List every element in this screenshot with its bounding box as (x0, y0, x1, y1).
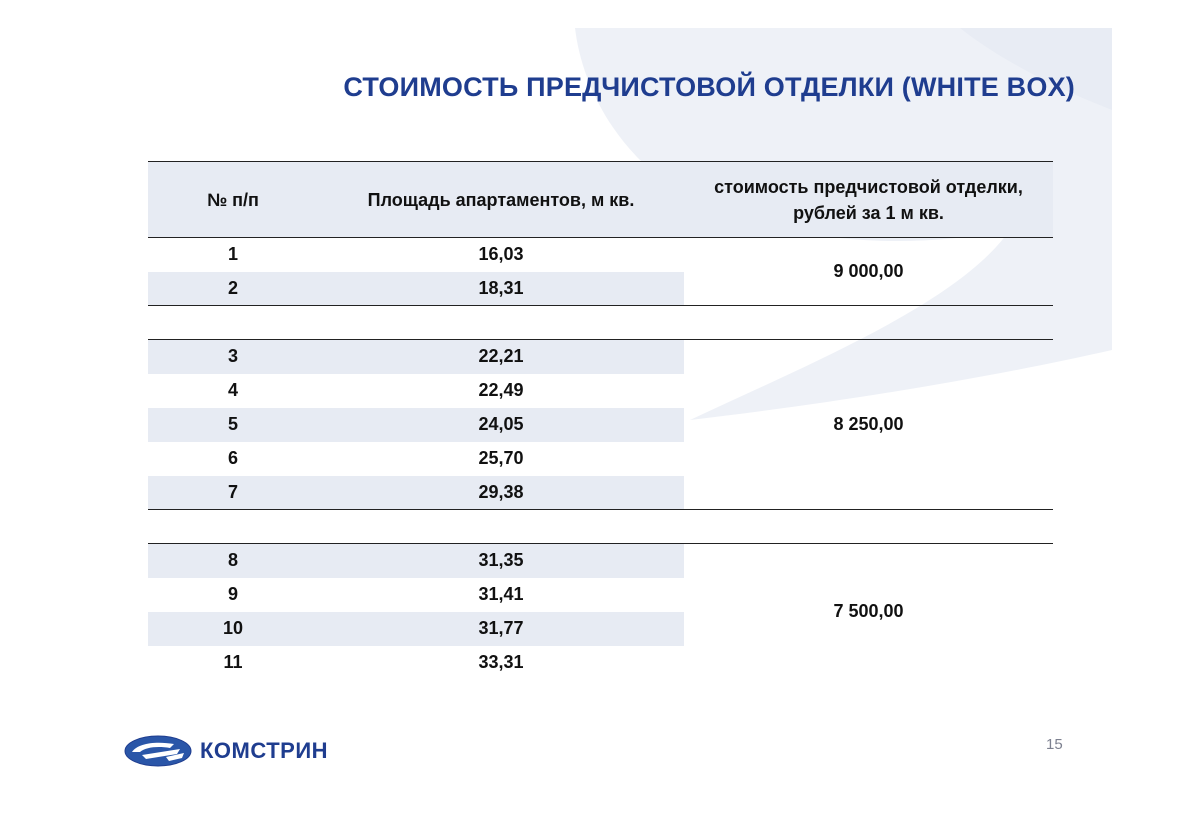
header-price-line2: рублей за 1 м кв. (793, 202, 944, 223)
row-num: 1 (227, 244, 238, 265)
row-area: 31,41 (478, 584, 524, 604)
slide-title: СТОИМОСТЬ ПРЕДЧИСТОВОЙ ОТДЕЛКИ (WHITE BOX) (343, 72, 1075, 102)
row-area: 33,31 (478, 652, 524, 672)
row-num: 2 (148, 272, 318, 306)
group-price: 7 500,00 (833, 601, 904, 622)
row-num: 9 (227, 584, 238, 604)
group-separator (148, 510, 1053, 544)
row-area: 29,38 (318, 476, 684, 510)
row-area: 18,31 (318, 272, 684, 306)
row-area: 22,21 (318, 340, 684, 374)
row-num: 6 (227, 448, 238, 468)
row-area: 24,05 (318, 408, 684, 442)
row-num: 7 (148, 476, 318, 510)
row-num: 8 (148, 544, 318, 578)
row-num: 4 (227, 380, 238, 400)
page-number: 15 (1046, 736, 1063, 753)
table-row (148, 238, 1053, 272)
price-table (148, 161, 1053, 680)
group-separator (148, 306, 1053, 340)
row-area: 22,49 (478, 380, 524, 400)
header-price-line1: стоимость предчистовой отделки, (714, 176, 1023, 197)
row-area: 16,03 (478, 244, 524, 265)
header-area: Площадь апартаментов, м кв. (318, 162, 684, 238)
group-price: 8 250,00 (833, 414, 904, 434)
row-num: 3 (148, 340, 318, 374)
table-row (148, 340, 1053, 374)
row-num: 11 (223, 652, 243, 672)
logo-text: КОМСТРИН (200, 738, 329, 763)
row-area: 31,35 (318, 544, 684, 578)
row-area: 25,70 (478, 448, 524, 468)
table-header-row (148, 162, 1053, 238)
row-area: 31,77 (318, 612, 684, 646)
group-price: 9 000,00 (833, 261, 904, 281)
row-num: 10 (148, 612, 318, 646)
header-price (684, 162, 1053, 238)
row-num: 5 (148, 408, 318, 442)
header-num: № п/п (148, 162, 318, 238)
table-row (148, 544, 1053, 578)
